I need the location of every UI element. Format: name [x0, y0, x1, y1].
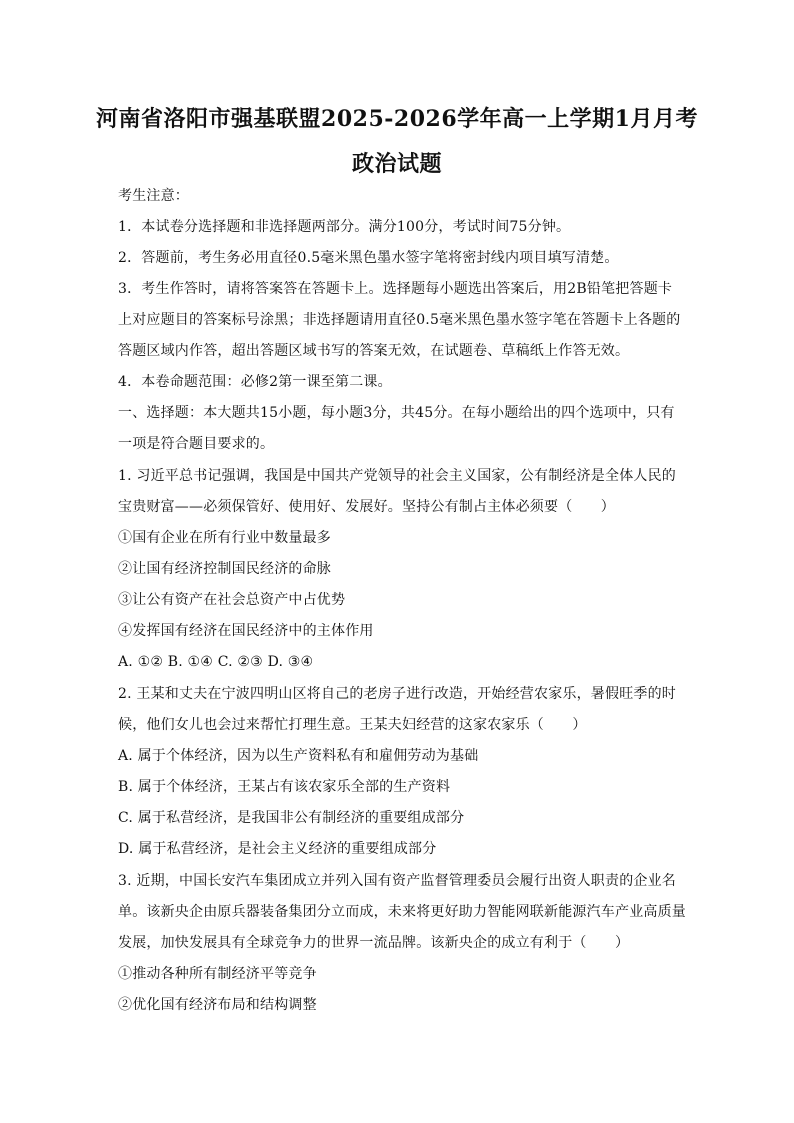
question-2-option: D. 属于私营经济，是社会主义经济的重要组成部分: [118, 841, 437, 857]
notice-heading: 考生注意：: [118, 188, 189, 204]
notice-line: 1．本试卷分选择题和非选择题两部分。满分100分，考试时间75分钟。: [118, 219, 571, 235]
notice-line: 上对应题目的答案标号涂黑；非选择题请用直径0.5毫米黑色墨水签字笔在答题卡上各题的: [118, 312, 681, 328]
question-1-statement: ②让国有经济控制国民经济的命脉: [118, 561, 331, 577]
question-3-stem: 单。该新央企由原兵器装备集团分立而成，未来将更好助力智能网联新能源汽车产业高质量: [118, 904, 686, 920]
question-1-stem: 1. 习近平总书记强调，我国是中国共产党领导的社会主义国家，公有制经济是全体人民的: [118, 468, 677, 484]
notice-line: 2．答题前，考生务必用直径0.5毫米黑色墨水签字笔将密封线内项目填写清楚。: [118, 250, 619, 266]
question-3-stem: 发展，加快发展具有全球竞争力的世界一流品牌。该新央企的成立有利于（ ）: [118, 935, 630, 951]
notice-line: 答题区域内作答，超出答题区域书写的答案无效，在试题卷、草稿纸上作答无效。: [118, 343, 630, 359]
question-1-statement: ③让公有资产在社会总资产中占优势: [118, 592, 346, 608]
question-3-stem: 3. 近期，中国长安汽车集团成立并列入国有资产监督管理委员会履行出资人职责的企业名: [118, 873, 677, 889]
question-2-option: B. 属于个体经济，王某占有该农家乐全部的生产资料: [118, 779, 451, 795]
question-1-statement: ④发挥国有经济在国民经济中的主体作用: [118, 623, 374, 639]
document-title: 河南省洛阳市强基联盟2025-2026学年高一上学期1月月考: [96, 106, 698, 132]
question-1-stem: 宝贵财富——必须保管好、使用好、发展好。坚持公有制占主体必须要（ ）: [118, 499, 615, 515]
notice-line: 4．本卷命题范围：必修2第一课至第二课。: [118, 374, 392, 390]
question-1-options: A. ①② B. ①④ C. ②③ D. ③④: [118, 654, 314, 670]
question-2-option: C. 属于私营经济，是我国非公有制经济的重要组成部分: [118, 810, 465, 826]
question-1-statement: ①国有企业在所有行业中数量最多: [118, 530, 331, 546]
notice-line: 3．考生作答时，请将答案答在答题卡上。选择题每小题选出答案后，用2B铅笔把答题卡: [118, 281, 673, 297]
question-2-stem: 候，他们女儿也会过来帮忙打理生意。王某夫妇经营的这家农家乐（ ）: [118, 717, 587, 733]
section-heading: 一项是符合题目要求的。: [118, 436, 275, 452]
document-subtitle: 政治试题: [351, 151, 442, 177]
question-2-stem: 2. 王某和丈夫在宁波四明山区将自己的老房子进行改造，开始经营农家乐，暑假旺季的时: [118, 686, 677, 702]
question-3-statement: ②优化国有经济布局和结构调整: [118, 997, 317, 1013]
question-2-option: A. 属于个体经济，因为以生产资料私有和雇佣劳动为基础: [118, 748, 479, 764]
section-heading: 一、选择题：本大题共15小题，每小题3分，共45分。在每小题给出的四个选项中，只有: [118, 405, 675, 421]
question-3-statement: ①推动各种所有制经济平等竞争: [118, 966, 317, 982]
